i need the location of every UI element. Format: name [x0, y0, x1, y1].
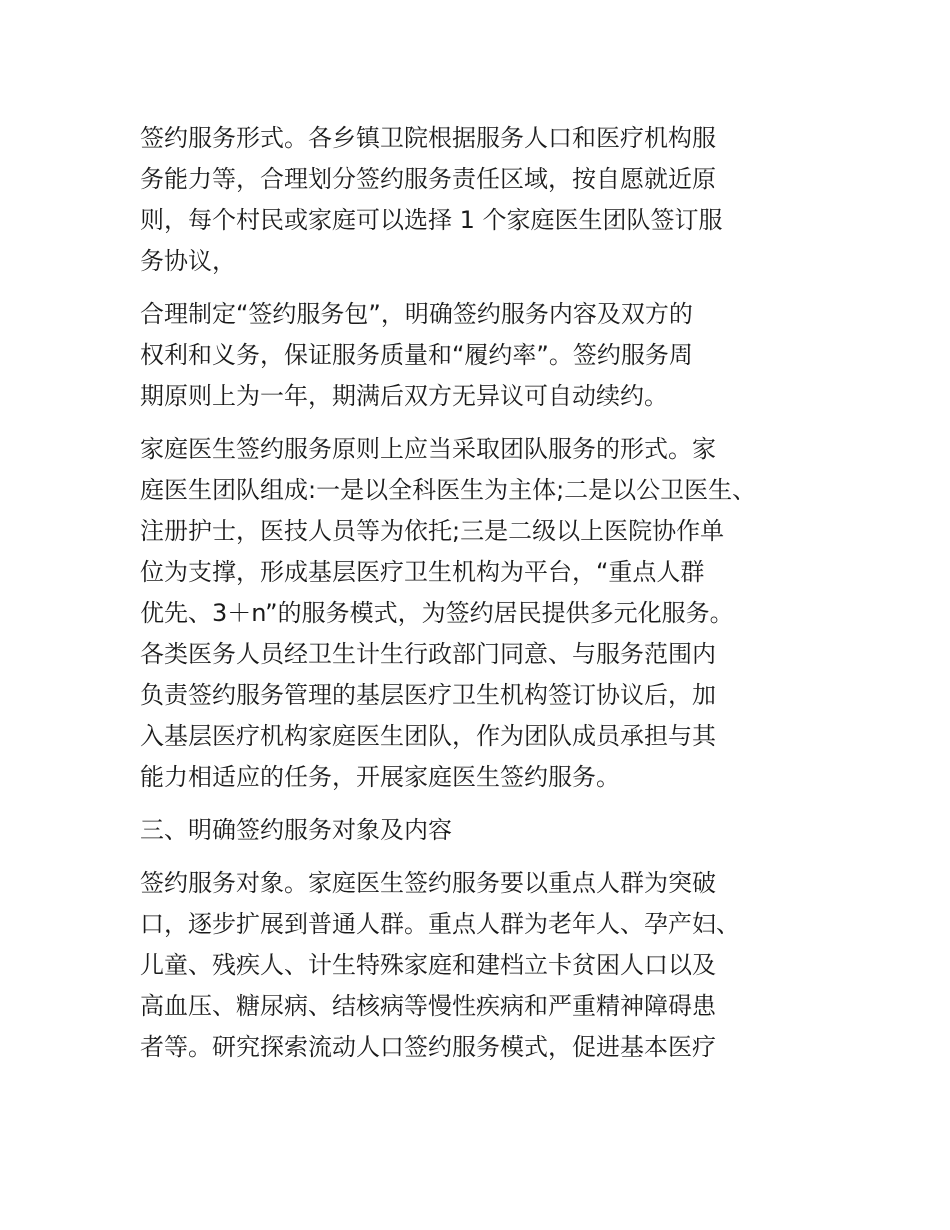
text-line: 能力相适应的任务，开展家庭医生签约服务。 [140, 763, 620, 791]
text-line: 儿童、残疾人、计生特殊家庭和建档立卡贫困人口以及 [140, 951, 716, 979]
text-line: 则，每个村民或家庭可以选择 1 个家庭医生团队签订服 [140, 206, 723, 234]
text-line: 注册护士，医技人员等为依托;三是二级以上医院协作单 [140, 517, 725, 545]
paragraph-service-form [140, 118, 830, 282]
text-line: 签约服务形式。各乡镇卫院根据服务人口和医疗机构服 [140, 124, 716, 152]
text-line: 优先、3＋n”的服务模式，为签约居民提供多元化服务。 [140, 599, 734, 627]
text-line: 高血压、糖尿病、结核病等慢性疾病和严重精神障碍患 [140, 992, 716, 1020]
text-line: 者等。研究探索流动人口签约服务模式，促进基本医疗 [140, 1033, 716, 1061]
heading-line: 三、明确签约服务对象及内容 [140, 816, 452, 844]
text-line: 口，逐步扩展到普通人群。重点人群为老年人、孕产妇、 [140, 910, 740, 938]
text-line: 权利和义务，保证服务质量和“履约率”。签约服务周 [140, 341, 693, 369]
document-body [140, 118, 830, 1080]
text-line: 签约服务对象。家庭医生签约服务要以重点人群为突破 [140, 869, 716, 897]
paragraph-service-target [140, 863, 830, 1068]
text-line: 期原则上为一年，期满后双方无异议可自动续约。 [140, 382, 668, 410]
text-line: 务协议， [140, 247, 236, 275]
paragraph-service-package [140, 294, 830, 417]
text-line: 庭医生团队组成:一是以全科医生为主体;二是以公卫医生、 [140, 476, 757, 504]
text-line: 家庭医生签约服务原则上应当采取团队服务的形式。家 [140, 435, 716, 463]
text-line: 位为支撑，形成基层医疗卫生机构为平台，“重点人群 [140, 558, 705, 586]
text-line: 负责签约服务管理的基层医疗卫生机构签订协议后，加 [140, 681, 716, 709]
text-line: 务能力等，合理划分签约服务责任区域，按自愿就近原 [140, 165, 716, 193]
text-line: 入基层医疗机构家庭医生团队，作为团队成员承担与其 [140, 722, 716, 750]
paragraph-team-service [140, 429, 830, 798]
section-heading [140, 810, 830, 851]
text-line: 合理制定“签约服务包”，明确签约服务内容及双方的 [140, 300, 693, 328]
text-line: 各类医务人员经卫生计生行政部门同意、与服务范围内 [140, 640, 716, 668]
